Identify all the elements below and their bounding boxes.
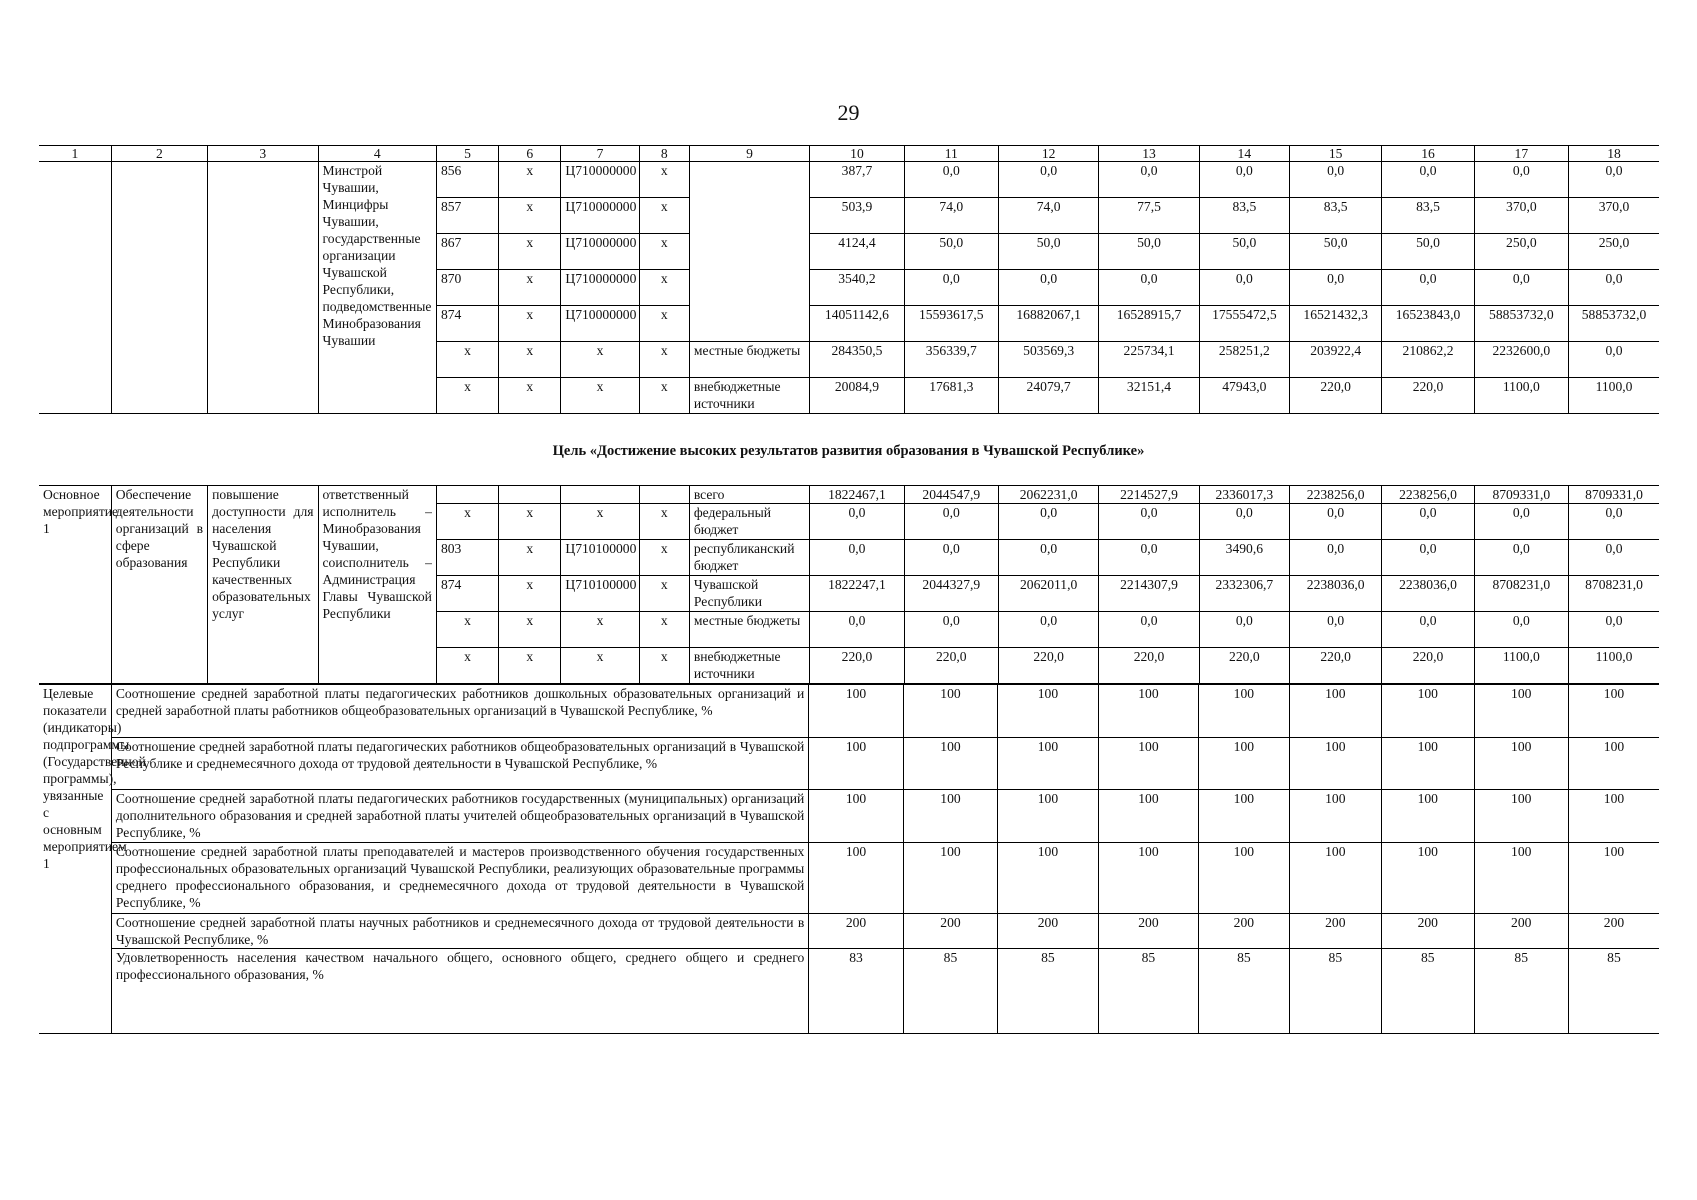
value-cell: 100 <box>1098 790 1198 843</box>
col-num: 17 <box>1474 146 1568 162</box>
value-cell: 8708231,0 <box>1474 576 1568 612</box>
value-cell: 200 <box>1474 914 1568 949</box>
cell-c8: х <box>639 306 689 342</box>
value-cell: 100 <box>1289 738 1381 790</box>
col-num: 4 <box>318 146 436 162</box>
cell-c8: х <box>639 612 689 648</box>
value-cell: 0,0 <box>810 504 904 540</box>
cell-c6: х <box>499 162 561 198</box>
value-cell: 258251,2 <box>1199 342 1289 378</box>
value-cell: 0,0 <box>1382 270 1474 306</box>
indicator-text: Соотношение средней заработной платы педагогических работников государственных (муниципальных) организаций дополнительного образования и средней заработной платы учителей общеобразовательных организаций в Чувашской Республике, % <box>111 790 808 843</box>
cell-c8: х <box>639 378 689 414</box>
value-cell: 100 <box>809 738 903 790</box>
value-cell: 0,0 <box>1290 504 1382 540</box>
value-cell: 85 <box>1382 949 1474 1034</box>
cell-c6: х <box>499 306 561 342</box>
cell-c7: х <box>561 648 639 684</box>
value-cell: 100 <box>903 685 997 738</box>
cell-c7: Ц710000000 <box>561 198 639 234</box>
value-cell: 0,0 <box>1474 504 1568 540</box>
value-cell: 100 <box>809 685 903 738</box>
value-cell: 50,0 <box>1099 234 1199 270</box>
value-cell: 220,0 <box>1382 378 1474 414</box>
value-cell: 0,0 <box>904 270 998 306</box>
value-cell: 0,0 <box>1199 504 1289 540</box>
cell-c5: 874 <box>436 576 498 612</box>
value-cell: 8708231,0 <box>1569 576 1659 612</box>
value-cell: 1100,0 <box>1569 648 1659 684</box>
value-cell: 0,0 <box>1199 270 1289 306</box>
responsible-cell: Минстрой Чувашии, Минцифры Чувашии, государственные организации Чувашской Республики, подведомственные Минобразования Чувашии <box>318 162 436 414</box>
value-cell: 0,0 <box>1569 270 1659 306</box>
value-cell: 0,0 <box>810 540 904 576</box>
value-cell: 0,0 <box>1290 270 1382 306</box>
value-cell: 2044327,9 <box>904 576 998 612</box>
value-cell: 8709331,0 <box>1474 486 1568 504</box>
value-cell: 0,0 <box>1382 504 1474 540</box>
cell-c5: 856 <box>436 162 498 198</box>
col-num: 16 <box>1382 146 1474 162</box>
value-cell: 85 <box>998 949 1098 1034</box>
value-cell: 370,0 <box>1569 198 1659 234</box>
goal-title: Цель «Достижение высоких результатов развития образования в Чувашской Республике» <box>552 443 1145 459</box>
cell-c8: х <box>639 540 689 576</box>
value-cell: 0,0 <box>998 540 1098 576</box>
cell-c6: х <box>499 576 561 612</box>
value-cell: 85 <box>1098 949 1198 1034</box>
cell-c6: х <box>499 342 561 378</box>
value-cell: 200 <box>1199 914 1289 949</box>
value-cell: 200 <box>1382 914 1474 949</box>
source-cell: всего <box>689 486 809 504</box>
source-cell: местные бюджеты <box>689 612 809 648</box>
value-cell: 100 <box>1098 843 1198 914</box>
value-cell: 0,0 <box>904 504 998 540</box>
source-cell: республиканский бюджет <box>689 540 809 576</box>
value-cell: 0,0 <box>1569 612 1659 648</box>
value-cell: 100 <box>1289 790 1381 843</box>
value-cell: 50,0 <box>904 234 998 270</box>
value-cell: 85 <box>1199 949 1289 1034</box>
cell-c5: х <box>436 612 498 648</box>
value-cell: 200 <box>1098 914 1198 949</box>
cell-c5 <box>436 486 498 504</box>
cell-c7: Ц710000000 <box>561 270 639 306</box>
value-cell: 3490,6 <box>1199 540 1289 576</box>
value-cell: 220,0 <box>1382 648 1474 684</box>
value-cell: 100 <box>1199 685 1289 738</box>
value-cell: 0,0 <box>1474 270 1568 306</box>
value-cell: 50,0 <box>1290 234 1382 270</box>
value-cell: 100 <box>998 685 1098 738</box>
value-cell: 503,9 <box>810 198 904 234</box>
value-cell: 0,0 <box>1382 612 1474 648</box>
value-cell: 100 <box>1474 685 1568 738</box>
value-cell: 83 <box>809 949 903 1034</box>
cell-c8: х <box>639 198 689 234</box>
indicators-table <box>39 684 1659 1034</box>
cell-c8 <box>639 486 689 504</box>
cell-c8: х <box>639 648 689 684</box>
value-cell: 100 <box>998 790 1098 843</box>
activity-goal-cell: повышение доступности для населения Чувашской Республики качественных образовательных услуг <box>208 486 318 684</box>
table-row <box>39 486 1659 504</box>
cell-c5: 867 <box>436 234 498 270</box>
value-cell: 50,0 <box>1382 234 1474 270</box>
value-cell: 16523843,0 <box>1382 306 1474 342</box>
value-cell: 2214527,9 <box>1099 486 1199 504</box>
value-cell: 0,0 <box>1290 612 1382 648</box>
value-cell: 0,0 <box>904 612 998 648</box>
cell-c6: х <box>499 234 561 270</box>
value-cell: 100 <box>1568 790 1659 843</box>
value-cell: 0,0 <box>1099 504 1199 540</box>
value-cell: 387,7 <box>810 162 904 198</box>
cell-c5: х <box>436 648 498 684</box>
value-cell: 0,0 <box>1199 612 1289 648</box>
value-cell: 17555472,5 <box>1199 306 1289 342</box>
value-cell: 503569,3 <box>998 342 1098 378</box>
col-num: 15 <box>1290 146 1382 162</box>
value-cell: 85 <box>1568 949 1659 1034</box>
cell-c5: 857 <box>436 198 498 234</box>
value-cell: 74,0 <box>998 198 1098 234</box>
indicators-label-cell: Целевые показатели (индикаторы) подпрограммы (Государственной программы), увязанные с основным мероприятием 1 <box>39 685 111 1034</box>
value-cell: 100 <box>1098 738 1198 790</box>
value-cell: 100 <box>1474 738 1568 790</box>
col-num: 3 <box>208 146 318 162</box>
value-cell: 2238036,0 <box>1290 576 1382 612</box>
value-cell: 1822467,1 <box>810 486 904 504</box>
value-cell: 32151,4 <box>1099 378 1199 414</box>
cell-c8: х <box>639 576 689 612</box>
value-cell: 210862,2 <box>1382 342 1474 378</box>
value-cell: 100 <box>903 738 997 790</box>
value-cell: 220,0 <box>904 648 998 684</box>
value-cell: 100 <box>1568 685 1659 738</box>
value-cell: 0,0 <box>998 270 1098 306</box>
cell-c5: х <box>436 378 498 414</box>
value-cell: 1822247,1 <box>810 576 904 612</box>
value-cell: 0,0 <box>1569 342 1659 378</box>
value-cell: 100 <box>903 790 997 843</box>
value-cell: 203922,4 <box>1290 342 1382 378</box>
value-cell: 0,0 <box>1290 162 1382 198</box>
value-cell: 0,0 <box>1099 540 1199 576</box>
value-cell: 20084,9 <box>810 378 904 414</box>
value-cell: 220,0 <box>1290 648 1382 684</box>
cell-empty <box>39 162 111 414</box>
value-cell: 100 <box>1199 843 1289 914</box>
value-cell: 220,0 <box>1290 378 1382 414</box>
cell-c7 <box>561 486 639 504</box>
value-cell: 0,0 <box>998 504 1098 540</box>
value-cell: 220,0 <box>998 648 1098 684</box>
value-cell: 250,0 <box>1474 234 1568 270</box>
value-cell: 50,0 <box>998 234 1098 270</box>
cell-c8: х <box>639 162 689 198</box>
value-cell: 100 <box>1382 738 1474 790</box>
value-cell: 284350,5 <box>810 342 904 378</box>
source-cell: Чувашской Республики <box>689 576 809 612</box>
value-cell: 0,0 <box>1290 540 1382 576</box>
value-cell: 0,0 <box>1199 162 1289 198</box>
value-cell: 2336017,3 <box>1199 486 1289 504</box>
cell-c5: 874 <box>436 306 498 342</box>
value-cell: 0,0 <box>904 162 998 198</box>
col-num: 13 <box>1099 146 1199 162</box>
value-cell: 2044547,9 <box>904 486 998 504</box>
source-cell: местные бюджеты <box>689 342 809 378</box>
value-cell: 0,0 <box>1474 162 1568 198</box>
cell-c8: х <box>639 504 689 540</box>
table-row <box>39 162 1659 198</box>
value-cell: 83,5 <box>1199 198 1289 234</box>
value-cell: 0,0 <box>1382 540 1474 576</box>
value-cell: 77,5 <box>1099 198 1199 234</box>
indicator-text: Соотношение средней заработной платы научных работников и среднемесячного дохода от трудовой деятельности в Чувашской Республике, % <box>111 914 808 949</box>
col-num: 1 <box>39 146 111 162</box>
value-cell: 16528915,7 <box>1099 306 1199 342</box>
cell-c8: х <box>639 342 689 378</box>
cell-c5: 870 <box>436 270 498 306</box>
cell-c7: Ц710100000 <box>561 576 639 612</box>
value-cell: 2062231,0 <box>998 486 1098 504</box>
indicator-row <box>39 914 1659 949</box>
value-cell: 1100,0 <box>1569 378 1659 414</box>
cell-empty <box>111 162 207 414</box>
value-cell: 100 <box>1199 790 1289 843</box>
value-cell: 85 <box>1289 949 1381 1034</box>
value-cell: 0,0 <box>1569 540 1659 576</box>
value-cell: 58853732,0 <box>1474 306 1568 342</box>
col-num: 8 <box>639 146 689 162</box>
source-cell: внебюджетные источники <box>689 648 809 684</box>
indicator-text: Соотношение средней заработной платы педагогических работников общеобразовательных организаций в Чувашской Республике и среднемесячного дохода от трудовой деятельности в Чувашской Республике, % <box>111 738 808 790</box>
indicator-text: Удовлетворенность населения качеством начального общего, основного общего, среднего общего и среднего профессионального образования, % <box>111 949 808 1034</box>
value-cell: 2232600,0 <box>1474 342 1568 378</box>
indicator-row <box>39 738 1659 790</box>
value-cell: 4124,4 <box>810 234 904 270</box>
cell-c8: х <box>639 270 689 306</box>
cell-c6: х <box>499 540 561 576</box>
budget-table-top <box>39 145 1659 414</box>
value-cell: 100 <box>1474 790 1568 843</box>
value-cell: 200 <box>998 914 1098 949</box>
value-cell: 3540,2 <box>810 270 904 306</box>
value-cell: 0,0 <box>1099 270 1199 306</box>
value-cell: 1100,0 <box>1474 378 1568 414</box>
value-cell: 200 <box>1289 914 1381 949</box>
cell-c7: Ц710000000 <box>561 162 639 198</box>
activity-name-cell: Основное мероприятие 1 <box>39 486 111 684</box>
cell-c6: х <box>499 504 561 540</box>
responsible-cell: ответственный исполнитель – Минобразования Чувашии, соисполнитель – Администрация Главы Чувашской Республики <box>318 486 436 684</box>
value-cell: 0,0 <box>1099 612 1199 648</box>
indicator-row <box>39 949 1659 1034</box>
value-cell: 0,0 <box>1474 612 1568 648</box>
value-cell: 100 <box>1568 843 1659 914</box>
source-cell: внебюджетные источники <box>689 378 809 414</box>
value-cell: 200 <box>903 914 997 949</box>
indicator-text: Соотношение средней заработной платы преподавателей и мастеров производственного обучения государственных профессиональных образовательных организаций Чувашской Республики, реализующих образовательные программы среднего профессионального образования, и среднемесячного дохода от трудовой деятельности в Чувашской Республике, % <box>111 843 808 914</box>
value-cell: 2238036,0 <box>1382 576 1474 612</box>
value-cell: 83,5 <box>1290 198 1382 234</box>
value-cell: 74,0 <box>904 198 998 234</box>
value-cell: 200 <box>809 914 903 949</box>
cell-c7: х <box>561 378 639 414</box>
value-cell: 14051142,6 <box>810 306 904 342</box>
indicator-row <box>39 843 1659 914</box>
value-cell: 100 <box>1382 685 1474 738</box>
value-cell: 50,0 <box>1199 234 1289 270</box>
cell-c7: х <box>561 612 639 648</box>
value-cell: 0,0 <box>1474 540 1568 576</box>
value-cell: 100 <box>998 843 1098 914</box>
value-cell: 24079,7 <box>998 378 1098 414</box>
cell-c7: х <box>561 504 639 540</box>
cell-c5: х <box>436 504 498 540</box>
value-cell: 100 <box>903 843 997 914</box>
page-number: 29 <box>837 100 860 125</box>
value-cell: 85 <box>1474 949 1568 1034</box>
value-cell: 2332306,7 <box>1199 576 1289 612</box>
col-num: 5 <box>436 146 498 162</box>
cell-c7: Ц710000000 <box>561 234 639 270</box>
value-cell: 0,0 <box>998 162 1098 198</box>
cell-c6: х <box>499 612 561 648</box>
value-cell: 370,0 <box>1474 198 1568 234</box>
value-cell: 16882067,1 <box>998 306 1098 342</box>
value-cell: 356339,7 <box>904 342 998 378</box>
col-num: 10 <box>810 146 904 162</box>
value-cell: 0,0 <box>904 540 998 576</box>
value-cell: 220,0 <box>810 648 904 684</box>
value-cell: 100 <box>1568 738 1659 790</box>
cell-c6 <box>499 486 561 504</box>
col-num: 14 <box>1199 146 1289 162</box>
col-num: 2 <box>111 146 207 162</box>
source-cell: федеральный бюджет <box>689 504 809 540</box>
value-cell: 85 <box>903 949 997 1034</box>
cell-c5: х <box>436 342 498 378</box>
col-num: 12 <box>998 146 1098 162</box>
activity-title-cell: Обеспечение деятельности организаций в сфере образования <box>111 486 207 684</box>
cell-source-empty <box>689 162 809 342</box>
value-cell: 83,5 <box>1382 198 1474 234</box>
value-cell: 100 <box>1289 685 1381 738</box>
value-cell: 2238256,0 <box>1382 486 1474 504</box>
value-cell: 100 <box>1098 685 1198 738</box>
budget-table-main-activity <box>39 485 1659 684</box>
value-cell: 8709331,0 <box>1569 486 1659 504</box>
value-cell: 0,0 <box>1099 162 1199 198</box>
value-cell: 17681,3 <box>904 378 998 414</box>
cell-c7: х <box>561 342 639 378</box>
cell-c8: х <box>639 234 689 270</box>
cell-c5: 803 <box>436 540 498 576</box>
value-cell: 100 <box>809 843 903 914</box>
value-cell: 250,0 <box>1569 234 1659 270</box>
value-cell: 0,0 <box>810 612 904 648</box>
value-cell: 200 <box>1568 914 1659 949</box>
value-cell: 16521432,3 <box>1290 306 1382 342</box>
value-cell: 220,0 <box>1199 648 1289 684</box>
cell-c7: Ц710100000 <box>561 540 639 576</box>
cell-c7: Ц710000000 <box>561 306 639 342</box>
value-cell: 1100,0 <box>1474 648 1568 684</box>
value-cell: 2238256,0 <box>1290 486 1382 504</box>
value-cell: 225734,1 <box>1099 342 1199 378</box>
col-num: 6 <box>499 146 561 162</box>
col-num: 11 <box>904 146 998 162</box>
cell-empty <box>208 162 318 414</box>
value-cell: 0,0 <box>998 612 1098 648</box>
col-num: 7 <box>561 146 639 162</box>
value-cell: 100 <box>1382 790 1474 843</box>
value-cell: 58853732,0 <box>1569 306 1659 342</box>
value-cell: 2062011,0 <box>998 576 1098 612</box>
cell-c6: х <box>499 198 561 234</box>
value-cell: 100 <box>1474 843 1568 914</box>
value-cell: 100 <box>1382 843 1474 914</box>
value-cell: 0,0 <box>1569 162 1659 198</box>
value-cell: 15593617,5 <box>904 306 998 342</box>
cell-c6: х <box>499 378 561 414</box>
cell-c6: х <box>499 648 561 684</box>
value-cell: 100 <box>1199 738 1289 790</box>
value-cell: 220,0 <box>1099 648 1199 684</box>
indicator-row <box>39 790 1659 843</box>
value-cell: 0,0 <box>1382 162 1474 198</box>
col-num: 18 <box>1569 146 1659 162</box>
value-cell: 100 <box>1289 843 1381 914</box>
col-num: 9 <box>689 146 809 162</box>
value-cell: 100 <box>809 790 903 843</box>
value-cell: 2214307,9 <box>1099 576 1199 612</box>
column-number-row <box>39 146 1659 162</box>
value-cell: 47943,0 <box>1199 378 1289 414</box>
cell-c6: х <box>499 270 561 306</box>
value-cell: 0,0 <box>1569 504 1659 540</box>
indicator-row <box>39 685 1659 738</box>
value-cell: 100 <box>998 738 1098 790</box>
indicator-text: Соотношение средней заработной платы педагогических работников дошкольных образовательных организаций и средней заработной платы работников общеобразовательных организаций в Чувашской Республике, % <box>111 685 808 738</box>
